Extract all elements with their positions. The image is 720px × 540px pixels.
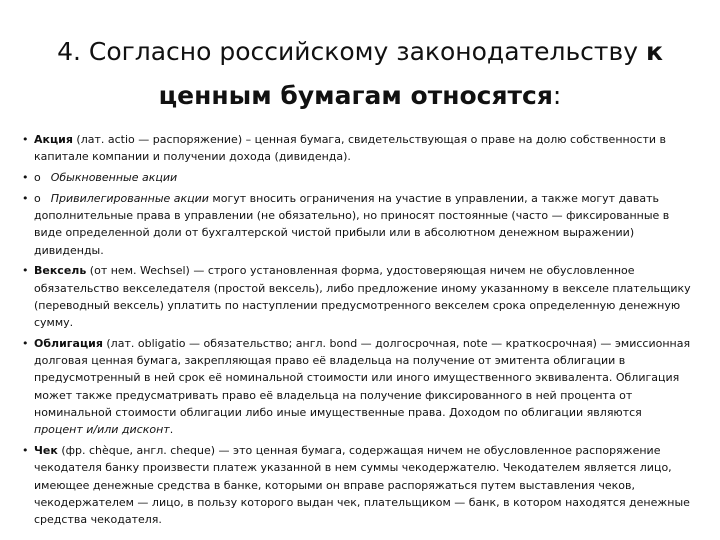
bullet-dot: • [22,264,29,278]
term-veksel: Вексель [34,264,87,278]
title-part1: 4. Согласно российскому законодательству [57,37,646,66]
italic-ending-obligacia: процент и/или дисконт [34,423,170,437]
bullet-dot: • [22,170,29,184]
text-privilegirovannye: могут вносить ограничения на участие в управлении, а также могут давать дополнительные права в управлении (не обязательно), но приносят постоянные (часто — фиксированные в виде определенной доли от бухгалтерской чистой прибыли или в абсолютном денежном выражении) дивиденды. [34,191,670,257]
slide-title [30,30,690,118]
term-obligacia: Облигация [34,336,103,350]
title-colon: : [552,81,562,110]
bullet-privilegirovannye [22,190,694,259]
bullet-chek [22,442,694,528]
bullet-obyknovennye [22,169,694,186]
bullet-dot: • [22,191,29,205]
text-akcia: (лат. actio — распоряжение) – ценная бумага, свидетельствующая о праве на долю собственности в капитале компании и получении дохода (дивиденда). [34,133,667,164]
bullet-veksel [22,262,694,331]
bullet-dot: • [22,444,29,457]
term-akcia: Акция [34,133,73,146]
bullet-list [22,131,694,532]
sub-marker: o [34,191,41,205]
term-obyknovennye: Обыкновенные акции [50,170,178,184]
title-part2-bold: к ценным бумагам относятся [158,37,663,110]
bullet-dot: • [22,336,29,350]
term-privilegirovannye: Привилегированные акции [50,191,209,205]
bullet-obligacia [22,335,694,439]
period-obligacia: . [169,423,174,437]
term-chek: Чек [34,444,58,457]
text-chek: (фр. chèque, англ. cheque) — это ценная бумага, содержащая ничем не обусловленное распоряжение чекодателя банку произвести платеж указанной в нем суммы чекодержателю. Чекодателем является лицо, имеющее денежные средства в банке, которыми он вправе распоряжаться путем выставления чеков, чекодержателем — лицо, в пользу которого выдан чек, плательщиком — банк, в котором находятся денежные средства чекодателя. [34,444,690,527]
sub-marker: o [34,170,41,184]
text-obligacia: (лат. obligatio — обязательство; англ. bond — долгосрочная, note — краткосрочная) — эмиссионная долговая ценная бумага, закрепляющая право её владельца на получение от эмитента облигации в предусмотренный в ней срок её номинальной стоимости или иного имущественного эквивалента. Облигация может также предусматривать право её владельца на получение фиксированного в ней процента от номинальной стоимости облигации либо иные имущественные права. Доходом по облигации являются [34,336,691,420]
bullet-dot: • [22,133,29,146]
text-veksel: (от нем. Wechsel) — строго установленная форма, удостоверяющая ничем не обусловленное обязательство векселедателя (простой вексель), либо предложение иному указанному в векселе плательщику (переводный вексель) уплатить по наступлении предусмотренного векселем срока определенную денежную сумму. [34,264,691,330]
bullet-akcia [22,131,694,166]
